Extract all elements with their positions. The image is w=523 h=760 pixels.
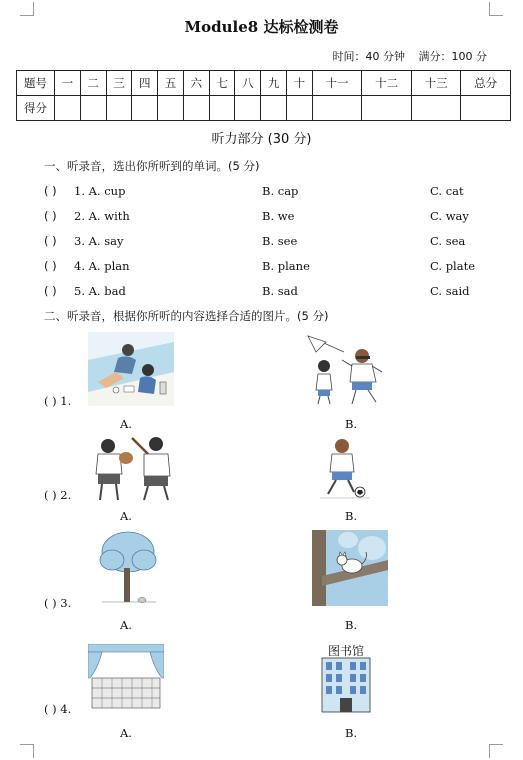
answer-blank[interactable]: ( ) [44,209,57,223]
option-c: C. sea [430,234,466,248]
option-b-label: B. [345,618,358,632]
score-cell: 六 [183,71,209,96]
score-cell: 九 [261,71,287,96]
score-table-header-row [17,71,511,96]
question-1-item [44,234,514,252]
library-sign: 图书馆 [327,644,364,658]
score-input-cell[interactable] [261,96,287,121]
option-a-label: A. [120,726,132,740]
score-input-cell[interactable] [80,96,106,121]
full-score: 满分：100 分 [418,50,487,63]
crop-mark [20,744,34,758]
crop-mark [489,2,503,16]
theatre-stage-picture[interactable] [88,644,164,712]
score-input-cell[interactable] [209,96,235,121]
cat-in-tree-picture[interactable] [312,530,388,606]
section-heading: 听力部分 (30 分) [211,132,312,147]
question-1-item [44,209,514,227]
crop-mark [489,744,503,758]
question-2-item-label[interactable]: ( ) 4. [44,702,72,716]
exam-meta [323,48,488,64]
option-b: B. we [262,209,295,223]
answer-blank[interactable]: ( ) [44,184,57,198]
option-a: 2. A. with [74,209,130,223]
option-b-label: B. [345,726,358,740]
score-cell: 四 [132,71,158,96]
score-input-cell[interactable] [287,96,313,121]
question-2-item-label[interactable]: ( ) 2. [44,488,72,502]
score-input-cell[interactable] [106,96,132,121]
score-cell: 题号 [17,71,55,96]
option-b: B. cap [262,184,299,198]
option-b: B. plane [262,259,310,273]
question-2-item-label[interactable]: ( ) 3. [44,596,72,610]
option-a: 5. A. bad [74,284,126,298]
score-cell: 十一 [312,71,362,96]
score-input-cell[interactable] [362,96,412,121]
answer-blank[interactable]: ( ) [44,259,57,273]
option-a-label: A. [120,417,132,431]
score-table [16,70,511,121]
score-cell: 三 [106,71,132,96]
option-a: 4. A. plan [74,259,130,273]
score-cell: 十三 [411,71,461,96]
score-cell: 总分 [461,71,511,96]
option-a-label: A. [120,509,132,523]
score-input-cell[interactable] [55,96,81,121]
score-input-cell[interactable] [461,96,511,121]
option-b-label: B. [345,509,358,523]
library-building-picture[interactable] [320,656,372,714]
option-c: C. cat [430,184,464,198]
question-1-item [44,184,514,202]
question-2-item-label[interactable]: ( ) 1. [44,394,72,408]
score-cell: 七 [209,71,235,96]
score-input-cell[interactable] [411,96,461,121]
score-table-score-row [17,96,511,121]
score-input-cell[interactable] [183,96,209,121]
score-cell: 十 [287,71,313,96]
question-1-title: 一、听录音，选出你所听到的单词。(5 分) [44,159,260,173]
score-row-label: 得分 [17,96,55,121]
option-a: 1. A. cup [74,184,126,198]
score-input-cell[interactable] [158,96,184,121]
option-b: B. sad [262,284,298,298]
option-a-label: A. [120,618,132,632]
tree-picture[interactable] [98,528,160,608]
score-cell: 一 [55,71,81,96]
football-picture[interactable] [318,436,372,500]
option-c: C. plate [430,259,476,273]
page-title: Module8 达标检测卷 [184,18,339,36]
score-cell: 五 [158,71,184,96]
score-input-cell[interactable] [132,96,158,121]
baseball-picture[interactable] [92,432,186,504]
option-c: C. way [430,209,469,223]
score-input-cell[interactable] [235,96,261,121]
picnic-picture[interactable] [88,332,174,406]
kite-flying-picture[interactable] [306,332,390,406]
time-limit: 时间：40 分钟 [332,50,405,63]
score-cell: 十二 [362,71,412,96]
option-b: B. see [262,234,298,248]
crop-mark [20,2,34,16]
score-input-cell[interactable] [312,96,362,121]
option-b-label: B. [345,417,358,431]
answer-blank[interactable]: ( ) [44,284,57,298]
option-c: C. said [430,284,470,298]
question-1-item [44,259,514,277]
answer-blank[interactable]: ( ) [44,234,57,248]
score-cell: 八 [235,71,261,96]
question-2-title: 二、听录音，根据你所听的内容选择合适的图片。(5 分) [44,309,329,323]
question-1-item [44,284,514,302]
option-a: 3. A. say [74,234,124,248]
score-cell: 二 [80,71,106,96]
